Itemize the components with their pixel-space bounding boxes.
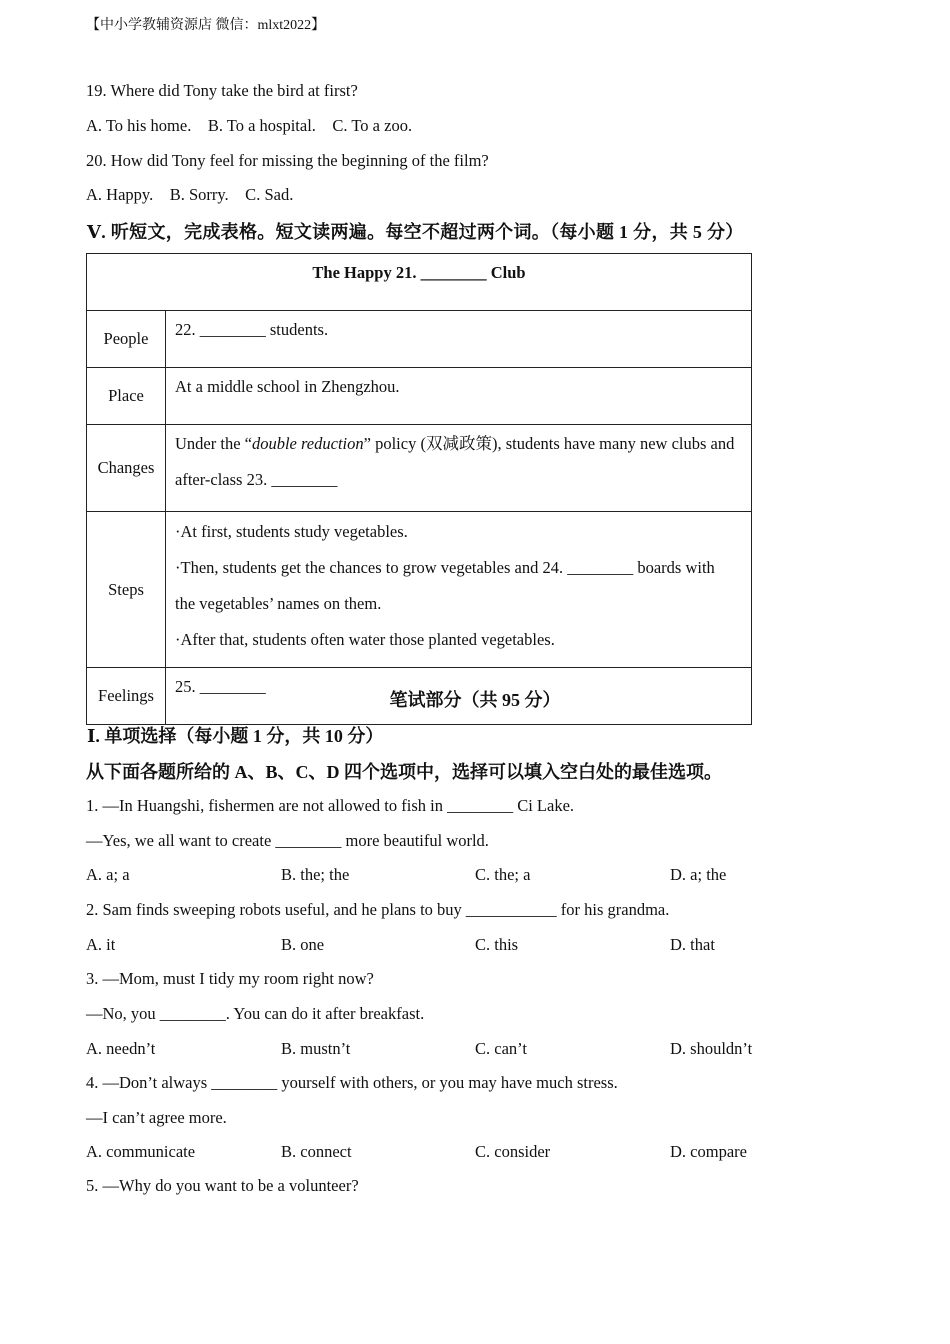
q2-option-c: C. this [475, 935, 519, 954]
changes-line-2: after-class 23. ________ [175, 470, 338, 489]
instruction: 从下面各题所给的 A、B、C、D 四个选项中，选择可以填入空白处的最佳选项。 [86, 762, 722, 782]
question-20: 20. How did Tony feel for missing the beginning of the film? [86, 151, 489, 170]
row-label-people: People [87, 311, 166, 368]
steps-line-1: ·At first, students study vegetables. [175, 522, 408, 541]
q4-option-d: D. compare [670, 1142, 747, 1161]
table-row [87, 368, 752, 425]
table-row [87, 311, 752, 368]
question-5: 5. —Why do you want to be a volunteer? [86, 1176, 359, 1195]
row-label-changes: Changes [87, 425, 166, 512]
row-content-place: At a middle school in Zhengzhou. [166, 368, 752, 425]
written-part-title: 笔试部分（共 95 分） [389, 690, 561, 710]
q4-option-b: B. connect [281, 1142, 352, 1161]
question-4a: 4. —Don’t always ________ yourself with others, or you may have much stress. [86, 1073, 618, 1092]
row-label-steps: Steps [87, 512, 166, 668]
question-20-options: A. Happy. B. Sorry. C. Sad. [86, 185, 294, 204]
club-table [86, 253, 752, 725]
row-content-changes [166, 425, 752, 512]
table-heading-row [87, 254, 752, 311]
row-content-people: 22. ________ students. [166, 311, 752, 368]
question-1b: —Yes, we all want to create ________ more beautiful world. [86, 831, 489, 850]
q3-option-d: D. shouldn’t [670, 1039, 753, 1058]
q1-option-b: B. the; the [281, 865, 350, 884]
changes-line-1 [175, 426, 742, 462]
changes-text-pre: Under the “ [175, 434, 252, 453]
q3-option-b: B. mustn’t [281, 1039, 351, 1058]
question-4b: —I can’t agree more. [86, 1108, 227, 1127]
steps-line-4: ·After that, students often water those planted vegetables. [175, 630, 555, 649]
q2-option-b: B. one [281, 935, 325, 954]
question-19: 19. Where did Tony take the bird at first? [86, 81, 358, 100]
question-19-options: A. To his home. B. To a hospital. C. To a zoo. [86, 116, 413, 135]
row-content-feelings: 25. ________ [166, 668, 752, 725]
q4-option-a: A. communicate [86, 1142, 196, 1161]
section-i-title: Ⅰ. 单项选择（每小题 1 分，共 10 分） [87, 726, 384, 746]
q4-option-c: C. consider [475, 1142, 551, 1161]
question-3b: —No, you ________. You can do it after breakfast. [86, 1004, 425, 1023]
question-2: 2. Sam finds sweeping robots useful, and he plans to buy ___________ for his grandma. [86, 900, 670, 919]
changes-text-post: ” policy (双减政策), students have many new clubs and [363, 434, 735, 453]
table-row [87, 512, 752, 668]
q1-option-a: A. a; a [86, 865, 130, 884]
section-v-title: Ⅴ. 听短文，完成表格。短文读两遍。每空不超过两个词。（每小题 1 分，共 5 分） [87, 222, 744, 242]
question-3a: 3. —Mom, must I tidy my room right now? [86, 969, 374, 988]
changes-text-italic: double reduction [251, 434, 364, 453]
q3-option-c: C. can’t [475, 1039, 527, 1058]
q2-option-a: A. it [86, 935, 116, 954]
row-content-steps [166, 512, 752, 668]
watermark-header: 【中小学教辅资源店 微信：mlxt2022】 [86, 18, 326, 33]
table-heading: The Happy 21. ________ Club [87, 254, 752, 311]
table-row [87, 425, 752, 512]
steps-line-2: ·Then, students get the chances to grow vegetables and 24. ________ boards with [175, 558, 715, 577]
question-1a: 1. —In Huangshi, fishermen are not allowed to fish in ________ Ci Lake. [86, 796, 575, 815]
q1-option-c: C. the; a [475, 865, 531, 884]
steps-line-3: the vegetables’ names on them. [175, 594, 382, 613]
row-label-feelings: Feelings [87, 668, 166, 725]
q1-option-d: D. a; the [670, 865, 727, 884]
q2-option-d: D. that [670, 935, 715, 954]
row-label-place: Place [87, 368, 166, 425]
q3-option-a: A. needn’t [86, 1039, 156, 1058]
